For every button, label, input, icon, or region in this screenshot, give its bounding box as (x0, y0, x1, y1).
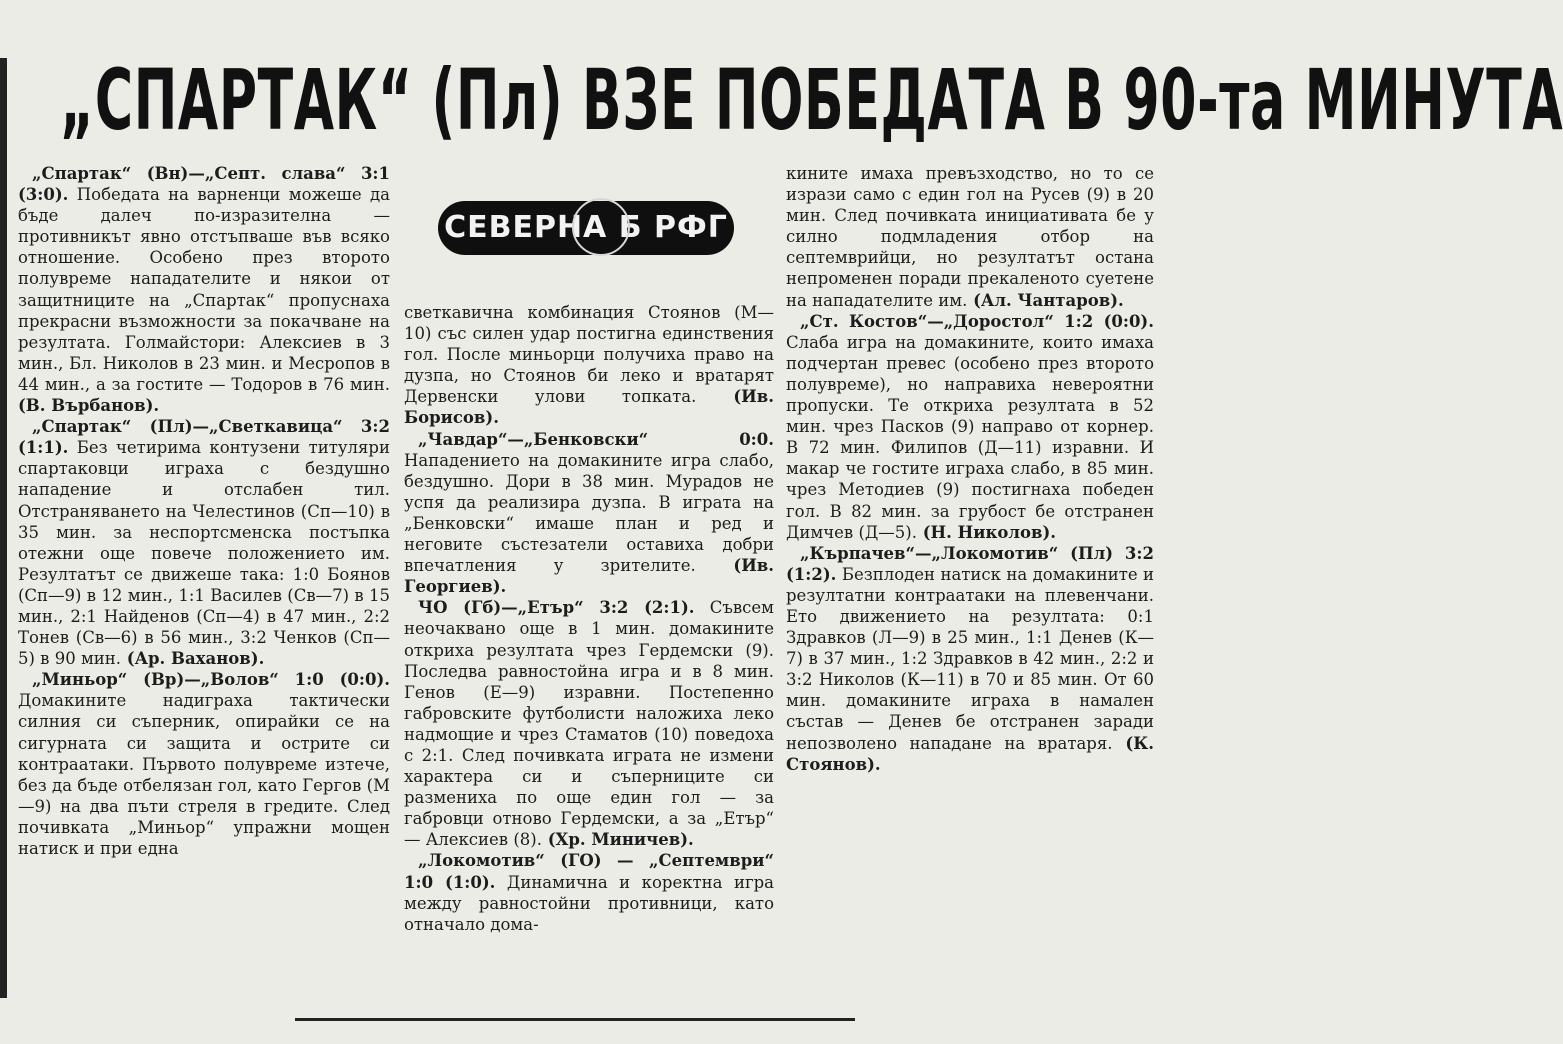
report-text: Слаба игра на домакините, които имаха подчертан превес (особено през второто полувреме), но направиха невероятни пропуски. Те откриха резултата в 52 мин. чрез Пасков (9) направо от корнер. В 72 мин. Филипов (Д—11) изравни. И макар че гостите играха слабо, в 85 мин. чрез Методиев (9) постигнаха победен гол. В 82 мин. за грубост бе отстранен Димчев (Д—5). (786, 332, 1154, 542)
match-result: „Кърпачев“—„Локомотив“ (Пл) 3:2 (1:2). (786, 543, 1154, 584)
report-text: Без четирима контузени титуляри спартаковци играха с бездушно нападение и отслабен тил. Отстраняването на Челестинов (Сп—10) в 35 мин. за неспортсменска постъпка отежни още повече положението им. Резултатът се движеше така: 1:0 Боянов (Сп—9) в 12 мин., 1:1 Василев (Св—7) в 15 мин., 2:1 Найденов (Сп—4) в 47 мин., 2:2 Тонев (Св—6) в 56 мин., 3:2 Ченков (Сп—5) в 90 мин. (18, 438, 390, 669)
match-result: „Спартак“ (Пл)—„Светкавица“ 3:2 (1:1). (18, 417, 390, 458)
match-result: „Спартак“ (Вн)—„Септ. слава“ 3:1 (3:0). (18, 164, 390, 205)
report-paragraph (786, 163, 1154, 311)
headline: „СПАРТАК“ (Пл) ВЗЕ ПОБЕДАТА В 90-та МИНУТА (60, 51, 1563, 149)
report-text: Динамична и коректна игра между равностойни противници, като отначало дома- (404, 872, 774, 934)
league-badge: СЕВЕРНА Б РФГ (438, 201, 734, 255)
report-text: Победата на варненци можеше да бъде далеч по-изразителна — противникът явно отстъпваше във всяко отношение. Особено през второто полувреме нападателите и някои от защитниците на „Спартак“ пропуснаха прекрасни възможности за покачване на резултата. Голмайстори: Алексиев в 3 мин., Бл. Николов в 23 мин. и Месропов в 44 мин., а за гостите — Тодоров в 76 мин. (18, 185, 390, 394)
report-paragraph (404, 302, 774, 429)
match-result: „Локомотив“ (ГО) — „Септември“ 1:0 (1:0). (404, 851, 774, 892)
match-result: ЧО (Гб)—„Етър“ 3:2 (2:1). (418, 598, 695, 618)
left-margin-rule (0, 58, 7, 998)
report-text: Нападението на домакините игра слабо, бездушно. Дори в 38 мин. Мурадов не успя да реализира дузпа. В играта на „Бенковски“ имаше план и ред и неговите състезатели оставиха добри впечатления у зрителите. (404, 450, 774, 576)
report-author: (Н. Николов). (917, 522, 1057, 542)
report-paragraph (786, 543, 1154, 775)
report-paragraph (18, 416, 390, 669)
report-paragraph (18, 669, 390, 859)
report-paragraph (404, 429, 774, 598)
report-author: (В. Върбанов). (18, 396, 160, 416)
report-text: светкавична комбинация Стоянов (М—10) със силен удар постигна единствения гол. После миньорци получиха право на дузпа, но Стоянов би леко и вратарят Дервенски улови топката. (404, 303, 774, 407)
report-author: (Ар. Ваханов). (121, 649, 265, 669)
column-1 (18, 163, 390, 859)
report-author: (К. Стоянов). (786, 733, 1154, 774)
match-result: „Чавдар“—„Бенковски“ 0:0. (418, 429, 774, 449)
report-paragraph (786, 311, 1154, 543)
report-author: (Ал. Чантаров). (967, 290, 1124, 310)
report-paragraph (18, 163, 390, 416)
bottom-rule (295, 1018, 855, 1021)
report-text: кините имаха превъзходство, но то се изрази само с един гол на Русев (9) в 20 мин. След почивката инициативата бе у силно подмладения отбор на септемврийци, но резултатът остана непроменен поради прекаленото суетене на нападателите им. (786, 164, 1154, 310)
report-author: (Ив. Борисов). (404, 387, 774, 428)
report-text: Безплоден натиск на домакините и резултатни контраатаки на плевенчани. Ето движението на резултата: 0:1 Здравков (Л—9) в 25 мин., 1:1 Денев (К—7) в 37 мин., 1:2 Здравков в 42 мин., 2:2 и 3:2 Николов (К—11) в 70 и 85 мин. От 60 мин. домакините играха в намален състав — Денев бе отстранен заради непозволено нападане на вратаря. (786, 564, 1154, 753)
column-3 (786, 163, 1154, 775)
report-paragraph (404, 850, 774, 934)
column-2 (404, 302, 774, 935)
match-result: „Миньор“ (Вр)—„Волов“ 1:0 (0:0). (32, 670, 390, 690)
report-author: (Ив. Георгиев). (404, 556, 775, 597)
report-author: (Хр. Миничев). (541, 830, 694, 850)
report-text: Съвсем неочаквано още в 1 мин. домакините откриха резултата чрез Гердемски (9). Последва равностойна игра и в 8 мин. Генов (Е—9) изравни. Постепенно габровските футболисти наложиха леко надмощие и чрез Стаматов (10) поведоха с 2:1. След почивката играта не измени характера си и съперниците си размениха по още един гол — за габровци отново Гердемски, а за „Етър“ — Алексиев (8). (404, 598, 774, 850)
match-result: „Ст. Костов“—„Доростол“ 1:2 (0:0). (800, 311, 1154, 331)
report-paragraph (404, 597, 774, 850)
report-text: Домакините надиграха тактически силния си съперник, опирайки се на сигурната си защита и острите си контраатаки. Първото полувреме изтече, без да бъде отбелязан гол, като Гергов (М—9) на два пъти стреля в гредите. След почивката „Миньор“ упражни мощен натиск и при една (18, 691, 390, 858)
